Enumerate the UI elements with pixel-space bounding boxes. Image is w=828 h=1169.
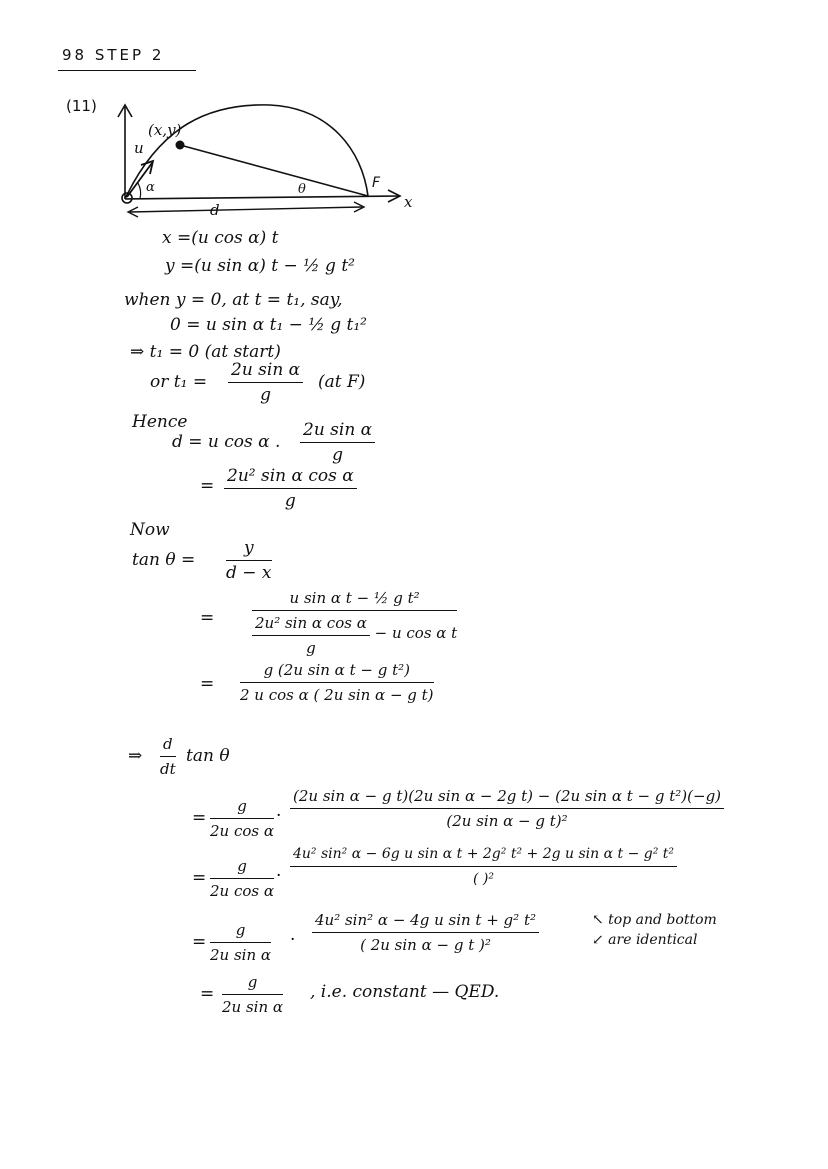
- a-prefactor-numerator: g: [210, 796, 274, 819]
- a-equals: =: [192, 808, 207, 828]
- tan-fraction: [226, 538, 272, 583]
- d-label: d: [210, 201, 220, 219]
- c-equals: =: [192, 932, 207, 952]
- b-fraction: [290, 844, 677, 889]
- page-title: 98 STEP 2: [62, 46, 165, 64]
- t1-denominator: g: [260, 385, 272, 405]
- c-denominator: ( 2u sin α − g t )²: [360, 936, 491, 954]
- when-line: when y = 0, at t = t₁, say,: [124, 290, 343, 310]
- title-underline: [58, 70, 196, 71]
- question-number: (11): [66, 97, 97, 115]
- b-prefactor: [210, 856, 274, 901]
- point-label: (x,y): [148, 121, 182, 139]
- d-fraction: [300, 420, 375, 465]
- a-denominator: (2u sin α − g t)²: [446, 812, 568, 830]
- d-final-prefactor-numerator: g: [222, 972, 283, 995]
- a-dot: ·: [276, 806, 282, 826]
- margin-note-line-1: ↖ top and bottom: [592, 912, 717, 928]
- step1-fraction: [252, 588, 458, 657]
- hence-label: Hence: [132, 412, 188, 432]
- step1-denominator: [252, 611, 458, 657]
- alpha-label: α: [146, 180, 155, 195]
- at-f-label: (at F): [318, 372, 366, 392]
- a-fraction: [290, 786, 724, 831]
- c-dot: ·: [290, 930, 296, 950]
- tan-numerator: y: [226, 538, 272, 561]
- tan-denominator: d − x: [226, 563, 272, 583]
- step1-denominator-tail: − u cos α t: [374, 624, 458, 642]
- ddt-fraction: [160, 734, 176, 779]
- ddt-denominator: dt: [160, 760, 176, 778]
- c-prefactor: [210, 920, 271, 965]
- tan-theta-label: tan θ =: [132, 550, 196, 570]
- d2-fraction: [224, 466, 357, 511]
- step1-numerator: u sin α t − ½ g t²: [252, 588, 457, 611]
- step1-inner-denominator: g: [306, 639, 316, 657]
- zero-equation: 0 = u sin α t₁ − ½ g t₁²: [170, 315, 367, 335]
- d-equation: d = u cos α .: [172, 432, 281, 452]
- deriv-implies: ⇒: [128, 746, 143, 766]
- projectile-diagram: [100, 95, 430, 225]
- step1-equals: =: [200, 608, 215, 628]
- step2-denominator: 2 u cos α ( 2u sin α − g t): [240, 686, 434, 704]
- margin-note-line-2: ↙ are identical: [592, 932, 698, 948]
- d-numerator: 2u sin α: [300, 420, 375, 443]
- qed-line: , i.e. constant — QED.: [310, 982, 500, 1002]
- b-equals: =: [192, 868, 207, 888]
- a-prefactor: [210, 796, 274, 841]
- c-prefactor-numerator: g: [210, 920, 271, 943]
- b-prefactor-numerator: g: [210, 856, 274, 879]
- c-fraction: [312, 910, 539, 955]
- a-prefactor-denominator: 2u cos α: [210, 822, 274, 840]
- d2-numerator: 2u² sin α cos α: [224, 466, 357, 489]
- b-numerator: 4u² sin² α − 6g u sin α t + 2g² t² + 2g u sin α t − g² t²: [290, 844, 677, 867]
- or-t1-label: or t₁ =: [150, 372, 208, 392]
- t1-zero-line: ⇒ t₁ = 0 (at start): [130, 342, 281, 362]
- y-equation: y =(u sin α) t − ½ g t²: [165, 256, 355, 276]
- d2-equals: =: [200, 476, 215, 496]
- ddt-numerator: d: [160, 734, 176, 757]
- x-axis-label: x: [404, 193, 413, 211]
- f-label: F: [372, 175, 381, 191]
- now-label: Now: [130, 520, 170, 540]
- step2-fraction: [240, 660, 434, 705]
- t1-fraction: [228, 360, 303, 405]
- step2-equals: =: [200, 674, 215, 694]
- step2-numerator: g (2u sin α t − g t²): [240, 660, 434, 683]
- x-equation: x =(u cos α) t: [162, 228, 279, 248]
- theta-label: θ: [298, 182, 306, 197]
- step1-inner-fraction: [252, 613, 370, 658]
- d-denominator: g: [332, 445, 344, 465]
- step1-inner-numerator: 2u² sin α cos α: [252, 613, 370, 636]
- d-final-prefactor-denominator: 2u sin α: [222, 998, 284, 1016]
- b-prefactor-denominator: 2u cos α: [210, 882, 274, 900]
- deriv-tan-theta: tan θ: [186, 746, 230, 766]
- b-dot: ·: [276, 866, 282, 886]
- d-final-equals: =: [200, 984, 215, 1004]
- b-denominator: ( )²: [473, 871, 495, 887]
- c-numerator: 4u² sin² α − 4g u sin t + g² t²: [312, 910, 539, 933]
- a-numerator: (2u sin α − g t)(2u sin α − 2g t) − (2u sin α t − g t²)(−g): [290, 786, 724, 809]
- d2-denominator: g: [284, 491, 296, 511]
- t1-numerator: 2u sin α: [228, 360, 303, 383]
- u-label: u: [134, 139, 144, 157]
- d-final-prefactor: [222, 972, 283, 1017]
- c-prefactor-denominator: 2u sin α: [210, 946, 272, 964]
